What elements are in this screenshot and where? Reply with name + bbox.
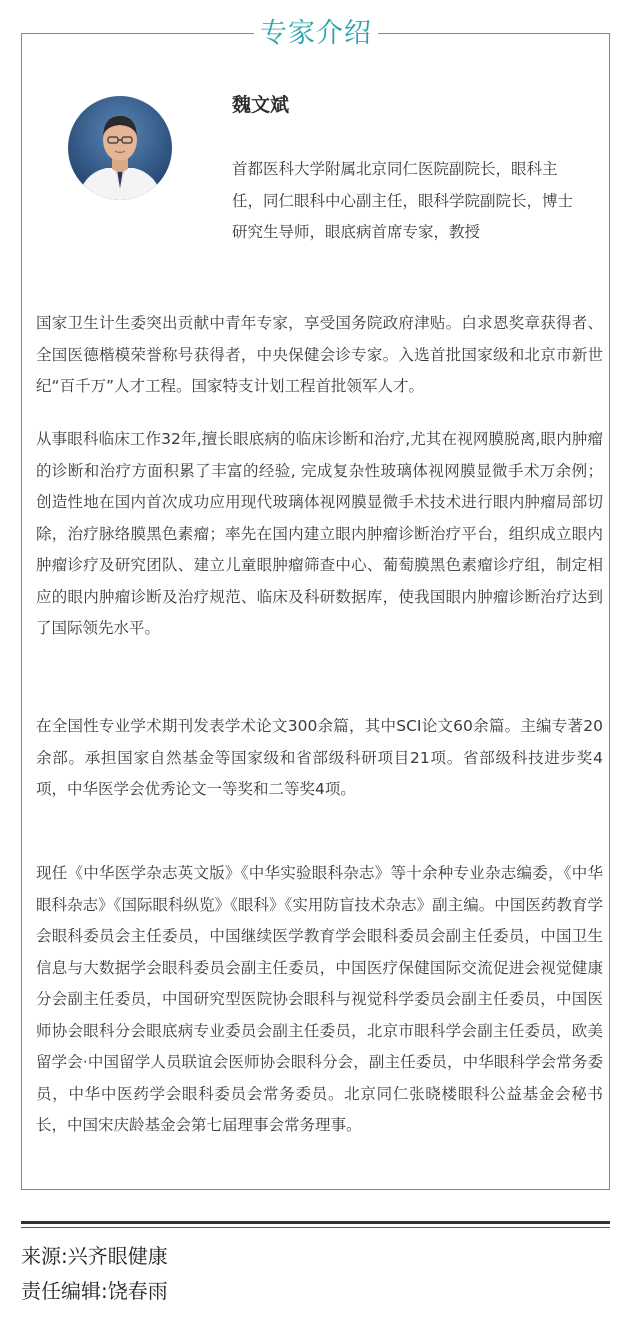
card-title — [0, 16, 632, 52]
bio-paragraph-positions: 现任《中华医学杂志英文版》《中华实验眼科杂志》等十余种专业杂志编委，《中华眼科杂志》《国际眼科纵览》《眼科》《实用防盲技术杂志》副主编。中国医药教育学会眼科委员会主任委员，中国继续医学教育学会眼科委员会副主任委员，中国卫生信息与大数据学会眼科委员会副主任委员，中国医疗保健国际交流促进会视觉健康分会副主任委员，中国研究型医院协会眼科与视觉科学委员会副主任委员，中国医师协会眼科分会眼底病专业委员会副主任委员，北京市眼科学会副主任委员，欧美留学会·中国留学人员联谊会医师协会眼科分会，副主任委员，中华眼科学会常务委员，中华中医药学会眼科委员会常务委员。北京同仁张晓楼眼科公益基金会秘书长，中国宋庆龄基金会第七届理事会常务理事。 — [36, 864, 603, 1134]
expert-title: 首都医科大学附属北京同仁医院副院长，眼科主任，同仁眼科中心副主任，眼科学院副院长，博士研究生导师，眼底病首席专家，教授 — [232, 160, 574, 241]
card-title-text: 专家介绍 — [254, 18, 378, 49]
footer-source: 来源:兴齐眼健康 — [21, 1244, 168, 1268]
footer-divider-thick — [21, 1221, 610, 1224]
bio-paragraph-honors: 国家卫生计生委突出贡献中青年专家，享受国务院政府津贴。白求恩奖章获得者、全国医德楷模荣誉称号获得者，中央保健会诊专家。入选首批国家级和北京市新世纪“百千万”人才工程。国家特支计划工程首批领军人才。 — [36, 314, 603, 395]
expert-portrait — [68, 96, 172, 200]
footer-editor: 责任编辑:饶春雨 — [21, 1279, 168, 1303]
footer-divider-thin — [21, 1227, 610, 1228]
bio-paragraph-research: 在全国性专业学术期刊发表学术论文300余篇，其中SCI论文60余篇。主编专著20余部。承担国家自然基金等国家级和省部级科研项目21项。省部级科技进步奖4项，中华医学会优秀论文一等奖和二等奖4项。 — [36, 717, 603, 798]
expert-name: 魏文斌 — [232, 94, 290, 116]
bio-paragraph-clinical: 从事眼科临床工作32年,擅长眼底病的临床诊断和治疗,尤其在视网膜脱离,眼内肿瘤的诊断和治疗方面积累了丰富的经验, 完成复杂性玻璃体视网膜显微手术万余例；创造性地在国内首次成功应用现代玻璃体视网膜显微手术技术进行眼内肿瘤局部切除，治疗脉络膜黑色素瘤；率先在国内建立眼内肿瘤诊断治疗平台，组织成立眼内肿瘤诊疗及研究团队、建立儿童眼肿瘤筛查中心、葡萄膜黑色素瘤诊疗组，制定相应的眼内肿瘤诊断及治疗规范、临床及科研数据库，使我国眼内肿瘤诊断治疗达到了国际领先水平。 — [36, 430, 603, 637]
avatar — [68, 96, 172, 200]
